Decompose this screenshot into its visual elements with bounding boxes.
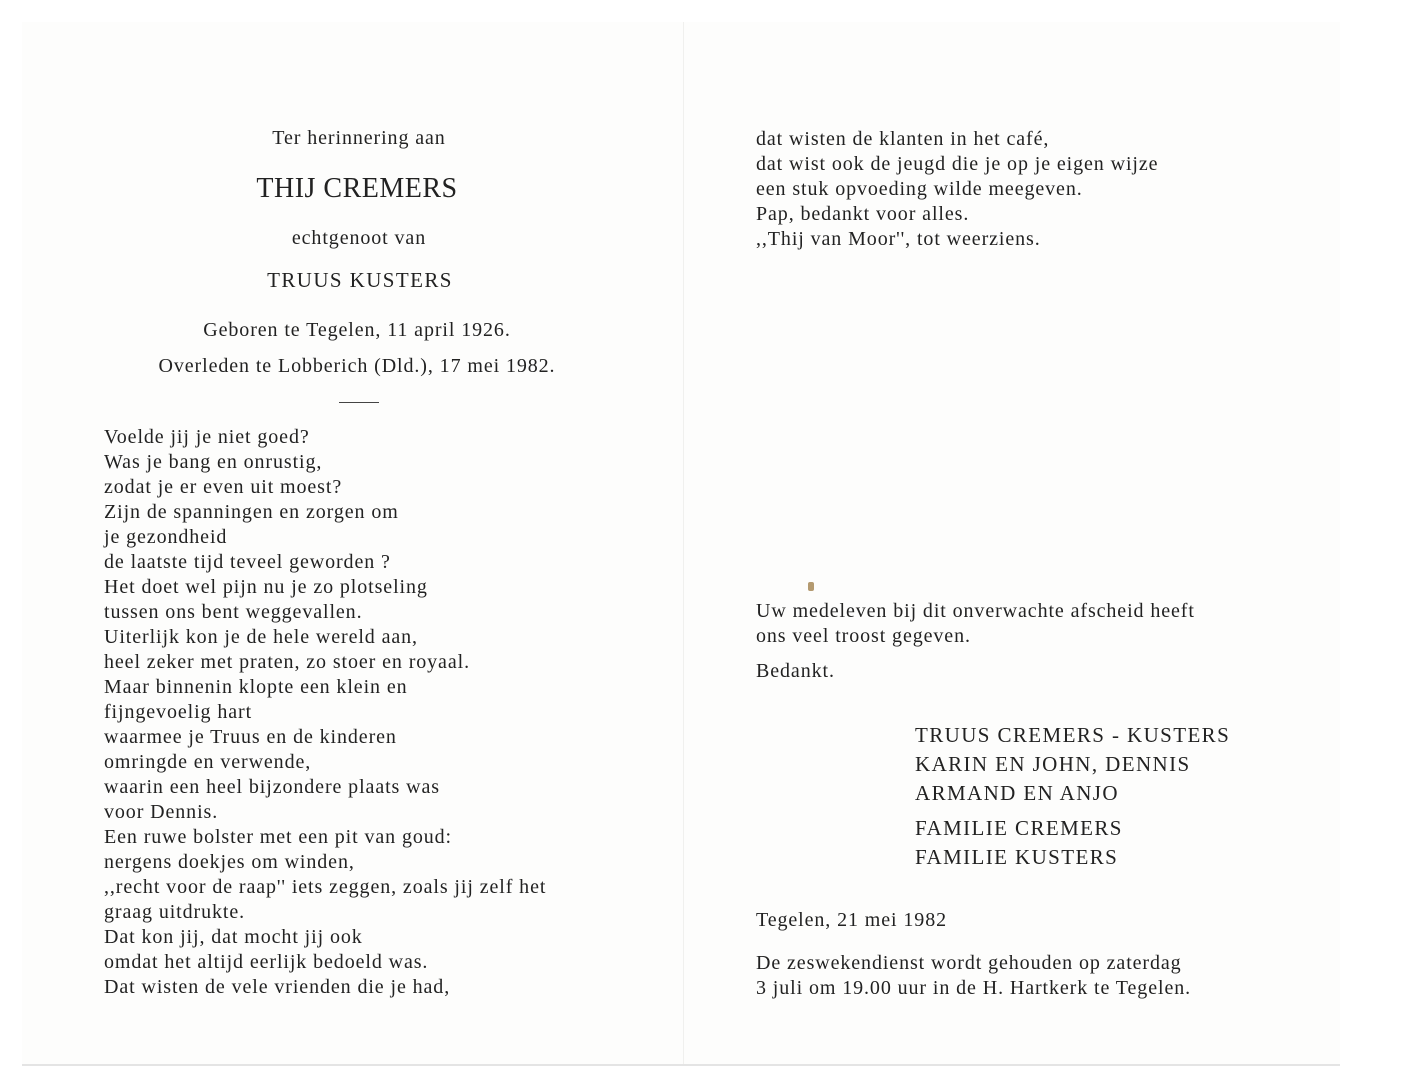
thanks-line: Uw medeleven bij dit onverwachte afscheid heeft: [756, 600, 1195, 622]
poem-line: Dat wisten de vele vrienden die je had,: [104, 976, 451, 998]
poem-line: fijngevoelig hart: [104, 701, 253, 723]
paper-speck: [808, 582, 814, 591]
poem-line: een stuk opvoeding wilde meegeven.: [756, 178, 1083, 200]
spouse-name: TRUUS KUSTERS: [267, 268, 453, 292]
poem-line: ,,recht voor de raap'' iets zeggen, zoals jij zelf het: [104, 876, 547, 898]
family-line: FAMILIE KUSTERS: [915, 845, 1119, 869]
poem-line: nergens doekjes om winden,: [104, 851, 355, 873]
bedankt-text: Bedankt.: [756, 660, 835, 682]
poem-line: Een ruwe bolster met een pit van goud:: [104, 826, 452, 848]
poem: [104, 425, 546, 1000]
poem-line: Dat kon jij, dat mocht jij ook: [104, 926, 363, 948]
deceased-name: THIJ CREMERS: [256, 173, 458, 204]
birth-line: Geboren te Tegelen, 11 april 1926.: [203, 319, 511, 341]
poem-line: voor Dennis.: [104, 801, 219, 823]
family-line: TRUUS CREMERS - KUSTERS: [915, 723, 1231, 747]
poem-line: Het doet wel pijn nu je zo plotseling: [104, 576, 428, 598]
poem-line: dat wisten de klanten in het café,: [756, 128, 1050, 150]
intro-text: Ter herinnering aan: [272, 127, 446, 149]
poem-line: heel zeker met praten, zo stoer en royaal.: [104, 651, 470, 673]
poem-line: graag uitdrukte.: [104, 901, 246, 923]
thanks-line: ons veel troost gegeven.: [756, 625, 971, 647]
family-line: KARIN EN JOHN, DENNIS: [915, 752, 1191, 776]
poem-line: ,,Thij van Moor'', tot weerziens.: [756, 228, 1041, 250]
place-date: Tegelen, 21 mei 1982: [756, 909, 947, 931]
poem-continued: [756, 127, 1158, 252]
poem-line: Zijn de spanningen en zorgen om: [104, 501, 399, 523]
poem-line: Pap, bedankt voor alles.: [756, 203, 970, 225]
poem-line: Maar binnenin klopte een klein en: [104, 676, 408, 698]
poem-line: omdat het altijd eerlijk bedoeld was.: [104, 951, 429, 973]
poem-line: waarmee je Truus en de kinderen: [104, 726, 397, 748]
poem-line: waarin een heel bijzondere plaats was: [104, 776, 440, 798]
center-fold: [683, 22, 684, 1064]
poem-line: Uiterlijk kon je de hele wereld aan,: [104, 626, 418, 648]
relation-text: echtgenoot van: [291, 227, 427, 249]
family-group-2: [915, 814, 1123, 872]
poem-line: de laatste tijd teveel geworden ?: [104, 551, 391, 573]
poem-line: Was je bang en onrustig,: [104, 451, 323, 473]
service-line: 3 juli om 19.00 uur in de H. Hartkerk te Tegelen.: [756, 977, 1192, 999]
family-group-1: [915, 721, 1230, 808]
poem-line: zodat je er even uit moest?: [104, 476, 343, 498]
poem-line: tussen ons bent weggevallen.: [104, 601, 363, 623]
poem-line: dat wist ook de jeugd die je op je eigen wijze: [756, 153, 1159, 175]
service-line: De zeswekendienst wordt gehouden op zaterdag: [756, 952, 1182, 974]
poem-line: omringde en verwende,: [104, 751, 312, 773]
death-line: Overleden te Lobberich (Dld.), 17 mei 1982.: [158, 355, 556, 377]
divider: [339, 402, 379, 403]
poem-line: Voelde jij je niet goed?: [104, 426, 310, 448]
family-line: ARMAND EN ANJO: [915, 781, 1119, 805]
family-line: FAMILIE CREMERS: [915, 816, 1123, 840]
poem-line: je gezondheid: [104, 526, 228, 548]
